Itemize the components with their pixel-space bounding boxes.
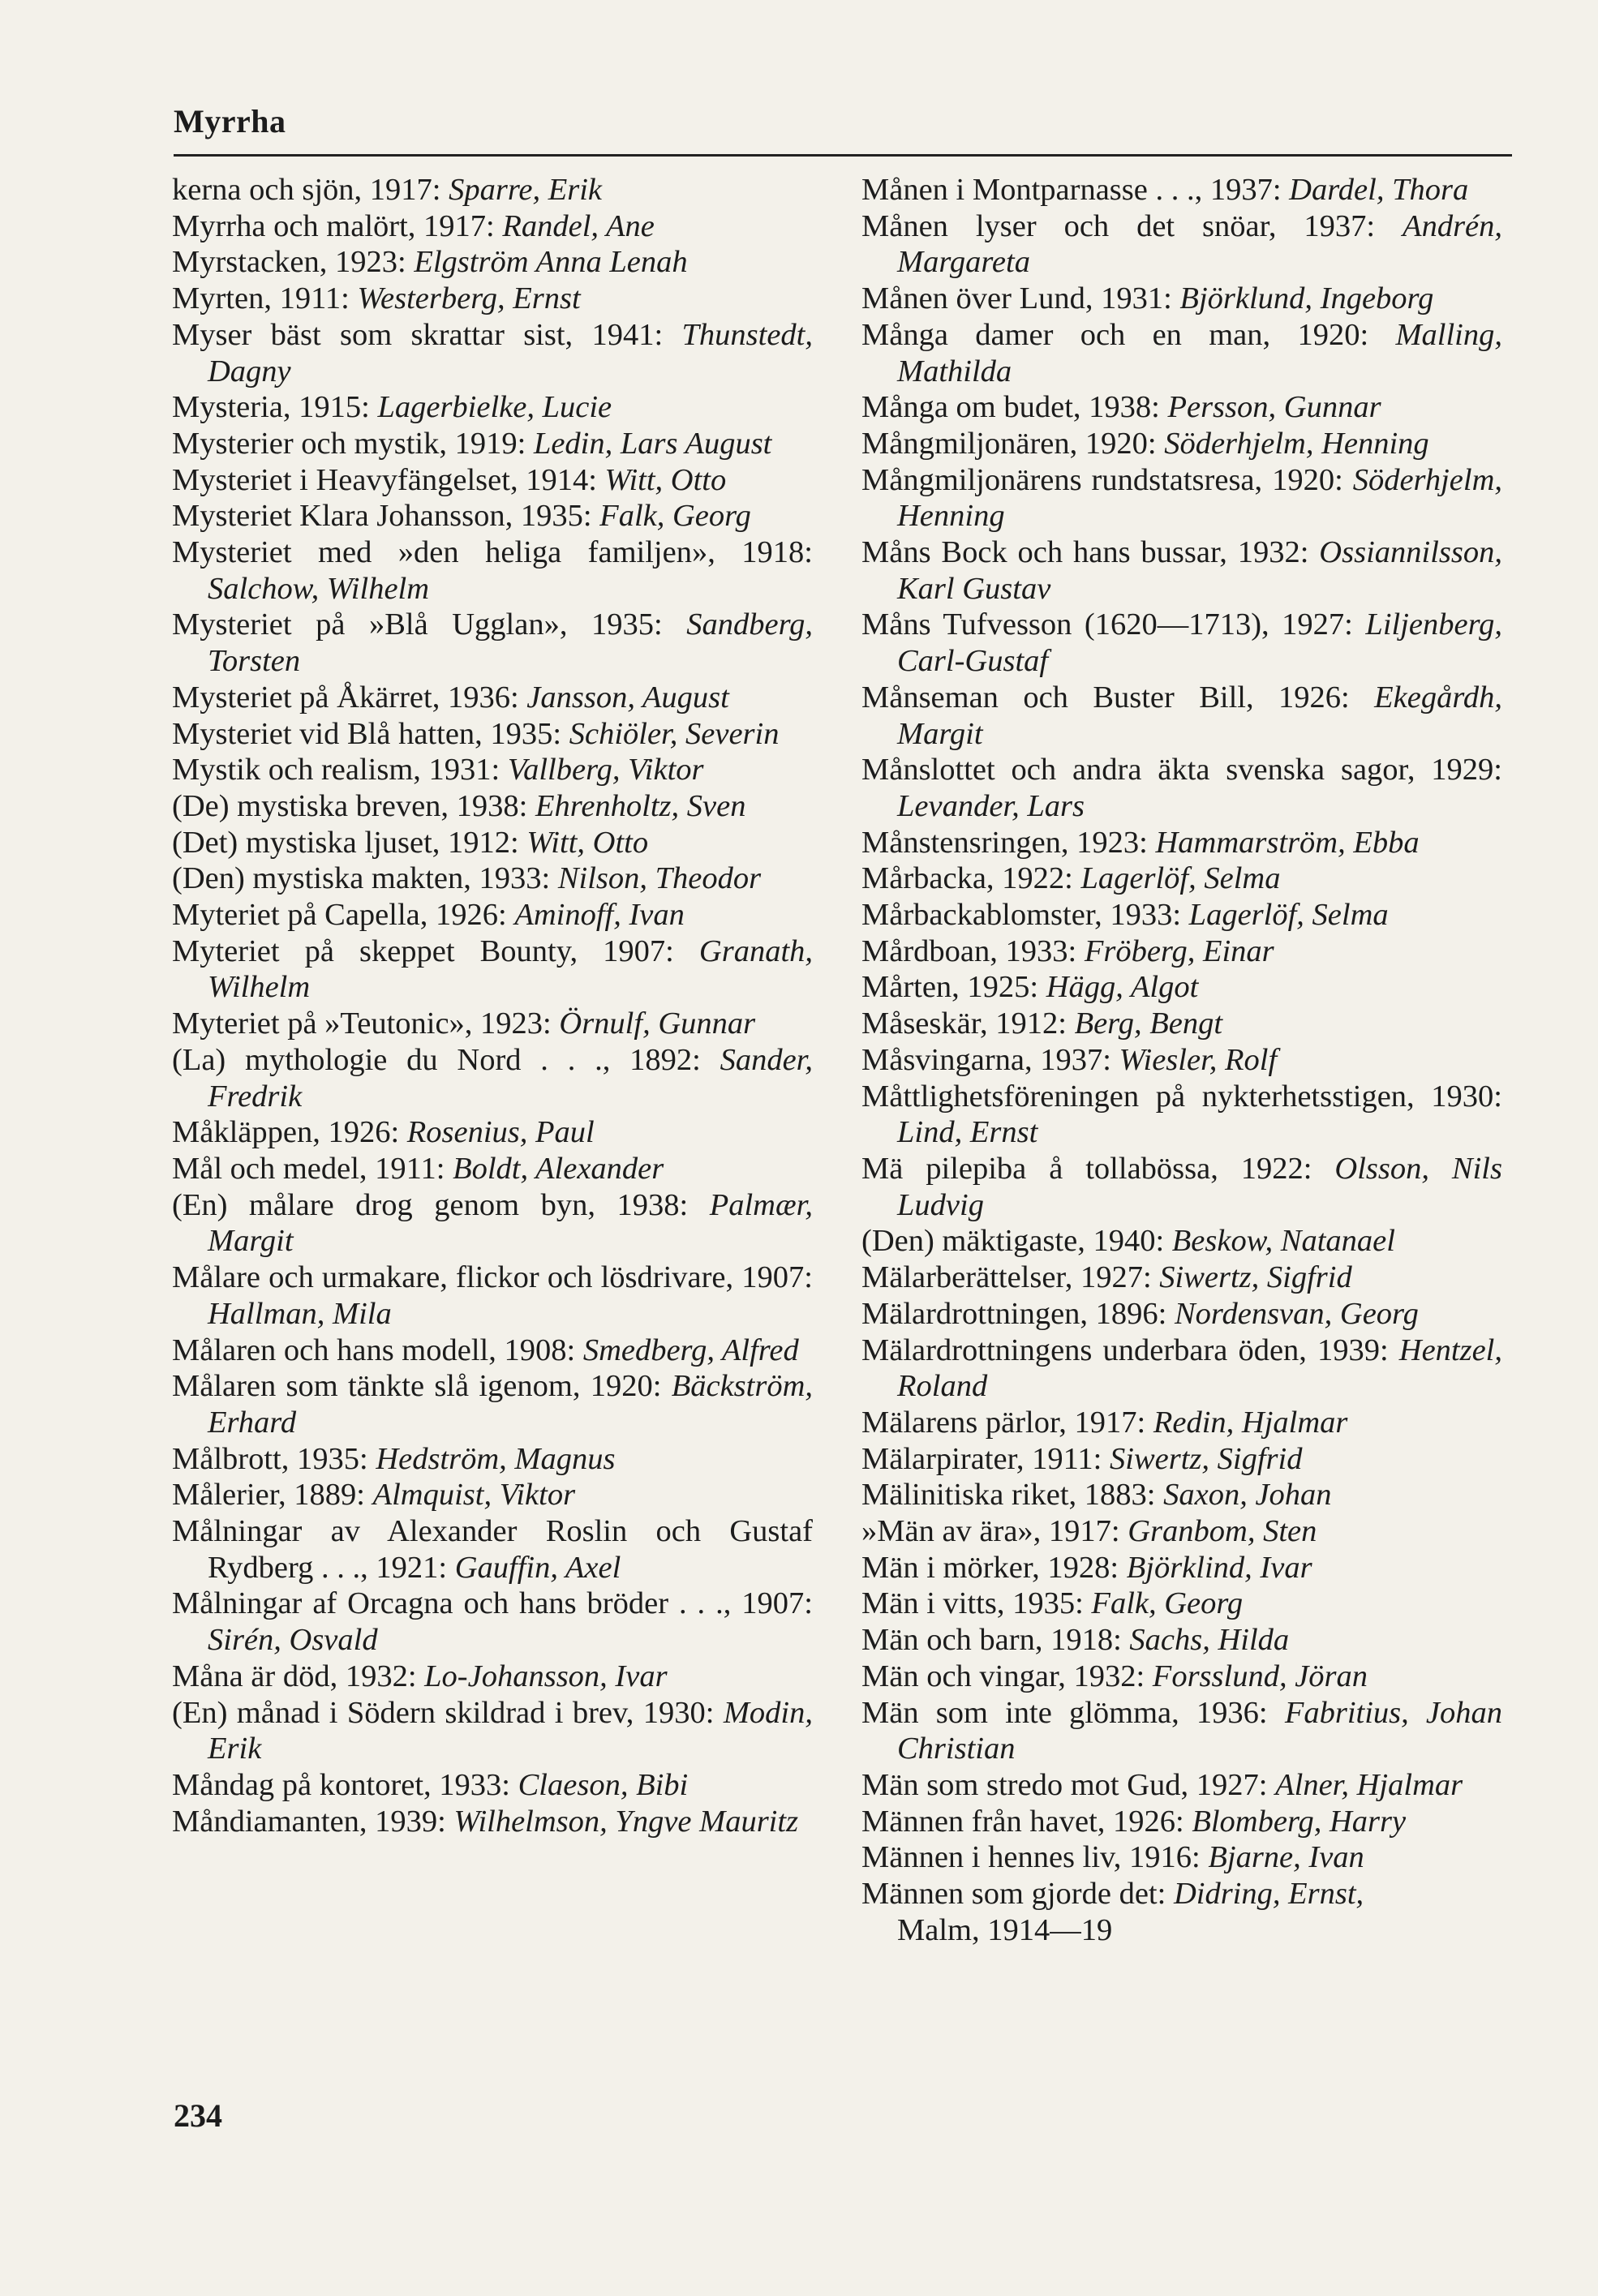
entry-title: kerna och sjön, 1917: [172,173,441,207]
entry-author: Falk, Georg [599,499,751,534]
entry-title: Mälarpirater, 1911: [861,1441,1102,1476]
entry-author: Lagerlöf, Selma [1080,861,1281,896]
entry-title: Måns Tufvesson (1620—1713), 1927: [861,607,1353,642]
index-entry [861,1079,1502,1151]
index-entry [861,389,1502,426]
index-entry [172,389,813,426]
index-entry [861,172,1502,208]
entry-author: Levander, Lars [897,788,1085,823]
index-entry [861,1550,1502,1586]
entry-title: Mångmiljonärens rundstatsresa, 1920: [861,462,1343,497]
entry-author: Wiesler, Rolf [1119,1042,1278,1077]
entry-author: Modin, Erik [208,1695,814,1766]
index-entry [861,1695,1502,1767]
entry-title: Mälarens pärlor, 1917: [861,1405,1146,1440]
index-entry [861,1441,1502,1478]
entry-author: Siwertz, Sigfrid [1110,1441,1303,1476]
index-entry [861,1296,1502,1333]
entry-title: Måndiamanten, 1939: [172,1804,446,1839]
entry-author: Aminoff, Ivan [514,898,685,933]
entry-author: Hentzel, Roland [897,1333,1502,1404]
entry-author: Boldt, Alexander [453,1151,664,1186]
index-entry [861,1151,1502,1223]
entry-author: Dardel, Thora [1289,173,1469,207]
entry-author: Malling, Mathilda [897,317,1503,388]
entry-author: Schiöler, Severin [569,716,780,751]
index-entry [172,716,813,753]
entry-title: Måttlighetsföreningen på nykterhetsstigen, 1930: [861,1079,1502,1114]
index-entry [172,1333,813,1369]
entry-author: Rosenius, Paul [406,1115,595,1150]
entry-title: Målaren och hans modell, 1908: [172,1333,576,1367]
entry-title: Många om budet, 1938: [861,390,1160,425]
entry-title: Män i vitts, 1935: [861,1586,1084,1621]
entry-author: Falk, Georg [1091,1586,1244,1621]
entry-author: Bäckström, Erhard [208,1369,814,1440]
index-entry [172,462,813,499]
entry-title: Måna är död, 1932: [172,1659,417,1693]
entry-title: Mysteriet Klara Johansson, 1935: [172,499,592,534]
entry-title: Månstensringen, 1923: [861,825,1148,860]
entry-author: Didring, Ernst, [1173,1877,1364,1912]
entry-author: Sparre, Erik [449,173,603,207]
index-entry [172,498,813,534]
index-entry [172,208,813,245]
index-entry [172,1114,813,1151]
entry-author: Salchow, Wilhelm [208,571,430,606]
entry-author: Almquist, Viktor [372,1478,576,1513]
entry-title: Månseman och Buster Bill, 1926: [861,680,1350,715]
entry-author: Thunstedt, Dagny [208,317,813,388]
index-entry [172,1187,813,1260]
index-entry [861,752,1502,824]
index-entry [172,1006,813,1042]
right-column [861,172,1502,1948]
index-entry [172,680,813,716]
entry-title: Mårbackablomster, 1933: [861,898,1182,933]
entry-author: Claeson, Bibi [518,1767,689,1802]
index-entry [172,172,813,208]
entry-title: Män och barn, 1918: [861,1623,1122,1658]
index-entry [861,534,1502,607]
entry-title: Mysteriet i Heavyfängelset, 1914: [172,462,597,497]
entry-author: Sander, Fredrik [208,1042,813,1114]
entry-title: Männen från havet, 1926: [861,1804,1184,1839]
entry-author: Redin, Hjalmar [1153,1405,1348,1440]
entry-author: Hedström, Magnus [376,1441,616,1476]
entry-title: Mål och medel, 1911: [172,1151,445,1186]
index-entry [172,281,813,317]
entry-title: Myteriet på skeppet Bounty, 1907: [172,933,674,968]
index-entry [172,1260,813,1332]
entry-title: Mårten, 1925: [861,970,1039,1005]
entry-author: Andrén, Margareta [897,208,1503,280]
entry-author: Vallberg, Viktor [507,753,704,788]
index-entry [861,281,1502,317]
entry-title: Mälarberättelser, 1927: [861,1260,1152,1295]
entry-author: Wilhelmson, Yngve Mauritz [453,1804,799,1839]
entry-title: (Den) mäktigaste, 1940: [861,1224,1165,1259]
index-entry [861,1767,1502,1804]
entry-title: Mysteriet vid Blå hatten, 1935: [172,716,562,751]
entry-extra: Malm, 1914—19 [897,1912,1113,1947]
entry-title: Mårdboan, 1933: [861,933,1077,968]
running-head: Myrrha [174,103,286,139]
index-entry [172,933,813,1006]
entry-author: Ossiannilsson, Karl Gustav [897,535,1502,606]
entry-title: (En) månad i Södern skildrad i brev, 1930: [172,1695,715,1730]
entry-title: Myteriet på Capella, 1926: [172,898,507,933]
entry-title: Målningar av Alexander Roslin och Gustaf Rydberg . . ., 1921: [172,1514,813,1585]
entry-author: Persson, Gunnar [1167,390,1381,425]
entry-title: Männen som gjorde det: [861,1877,1166,1912]
index-entry [861,1477,1502,1513]
entry-author: Bjarne, Ivan [1208,1840,1364,1875]
index-entry [861,969,1502,1006]
entry-author: Hammarström, Ebba [1155,825,1420,860]
entry-title: Målningar af Orcagna och hans bröder . . ., 1907: [172,1586,813,1621]
entry-author: Söderhjelm, Henning [897,462,1503,534]
index-entry [861,1839,1502,1876]
entry-title: (En) målare drog genom byn, 1938: [172,1187,689,1222]
index-entry [861,860,1502,897]
entry-author: Palmær, Margit [208,1187,813,1259]
index-entry [861,897,1502,933]
index-entry [861,1260,1502,1296]
index-entry [172,1659,813,1695]
entry-author: Söderhjelm, Henning [1164,426,1429,461]
index-entry [861,1223,1502,1260]
entry-title: Månslottet och andra äkta svenska sagor, 1929: [861,753,1502,788]
index-entry [172,1586,813,1658]
index-entry [172,1368,813,1440]
entry-author: Gauffin, Axel [454,1550,621,1585]
index-entry [861,1006,1502,1042]
entry-author: Lagerbielke, Lucie [377,390,612,425]
entry-title: Mysteriet med »den heliga familjen», 1918: [172,535,813,570]
index-entry [861,1586,1502,1622]
index-entry [861,1042,1502,1079]
entry-author: Fabritius, Johan Christian [897,1695,1503,1766]
index-entry [172,1042,813,1114]
entry-title: Mysteriet på »Blå Ugglan», 1935: [172,607,663,642]
index-entry [861,607,1502,679]
index-entry [172,1767,813,1804]
index-entry [861,462,1502,534]
index-entry [172,1695,813,1767]
entry-author: Hallman, Mila [208,1296,392,1331]
index-entry [861,1333,1502,1405]
entry-author: Sachs, Hilda [1129,1623,1290,1658]
entry-author: Sandberg, Torsten [208,607,814,679]
left-column [172,172,813,1839]
entry-title: Månen i Montparnasse . . ., 1937: [861,173,1282,207]
index-entry [861,208,1502,281]
entry-title: Målbrott, 1935: [172,1441,368,1476]
entry-title: Månen lyser och det snöar, 1937: [861,208,1376,243]
entry-title: (Det) mystiska ljuset, 1912: [172,825,519,860]
entry-author: Fröberg, Einar [1084,933,1274,968]
entry-title: Myteriet på »Teutonic», 1923: [172,1006,552,1041]
entry-author: Blomberg, Harry [1192,1804,1407,1839]
entry-title: Mysteriet på Åkärret, 1936: [172,680,519,715]
index-entry [861,1659,1502,1695]
entry-title: (La) mythologie du Nord . . ., 1892: [172,1042,701,1077]
entry-author: Björklund, Ingeborg [1179,281,1434,316]
entry-author: Hägg, Algot [1046,970,1199,1005]
entry-author: Liljenberg, Carl-Gustaf [897,607,1503,679]
index-entry [172,825,813,861]
entry-author: Siwertz, Sigfrid [1159,1260,1352,1295]
index-entry [861,680,1502,752]
entry-title: Män som stredo mot Gud, 1927: [861,1767,1268,1802]
entry-title: (Den) mystiska makten, 1933: [172,861,551,896]
entry-title: Målerier, 1889: [172,1478,365,1513]
index-entry [861,1513,1502,1550]
entry-title: Mångmiljonären, 1920: [861,426,1157,461]
index-entry [172,897,813,933]
index-entry [861,1876,1502,1948]
entry-author: Forsslund, Jöran [1152,1659,1368,1693]
entry-author: Granath, Wilhelm [208,933,814,1005]
entry-author: Elgström Anna Lenah [414,245,688,280]
entry-title: Män och vingar, 1932: [861,1659,1145,1693]
entry-title: Mälinitiska riket, 1883: [861,1478,1156,1513]
entry-author: Westerberg, Ernst [357,281,581,316]
entry-author: Nilson, Theodor [557,861,762,896]
entry-title: Myrten, 1911: [172,281,350,316]
entry-title: Måns Bock och hans bussar, 1932: [861,535,1309,570]
index-entry [172,752,813,788]
index-entry [172,1151,813,1187]
entry-title: Många damer och en man, 1920: [861,317,1369,352]
entry-author: Nordensvan, Georg [1175,1296,1419,1331]
entry-author: Örnulf, Gunnar [559,1006,756,1041]
entry-title: Mysteria, 1915: [172,390,370,425]
index-entry [861,426,1502,462]
index-entry [861,1405,1502,1441]
entry-title: Myrstacken, 1923: [172,245,406,280]
index-entry [861,1804,1502,1840]
entry-title: Myser bäst som skrattar sist, 1941: [172,317,664,352]
entry-title: Mä pilepiba å tollabössa, 1922: [861,1151,1312,1186]
entry-title: Män som inte glömma, 1936: [861,1695,1268,1730]
entry-title: Målaren som tänkte slå igenom, 1920: [172,1369,662,1404]
entry-author: Jansson, August [526,680,729,715]
index-entry [172,534,813,607]
entry-title: »Män av ära», 1917: [861,1514,1120,1549]
entry-author: Alner, Hjalmar [1275,1767,1463,1802]
entry-title: Myrrha och malört, 1917: [172,208,495,243]
entry-author: Ekegårdh, Margit [897,680,1503,751]
index-entry [172,1804,813,1840]
entry-title: Mälardrottningens underbara öden, 1939: [861,1333,1389,1367]
entry-author: Björklind, Ivar [1126,1550,1312,1585]
index-entry [172,860,813,897]
entry-title: Måseskär, 1912: [861,1006,1067,1041]
entry-title: Målare och urmakare, flickor och lösdrivare, 1907: [172,1260,813,1295]
entry-author: Beskow, Natanael [1171,1224,1395,1259]
entry-author: Witt, Otto [604,462,727,497]
entry-author: Ledin, Lars August [533,426,772,461]
index-entry [861,317,1502,389]
entry-author: Witt, Otto [526,825,649,860]
entry-author: Olsson, Nils Ludvig [897,1151,1502,1222]
entry-title: Männen i hennes liv, 1916: [861,1840,1201,1875]
entry-title: Månen över Lund, 1931: [861,281,1172,316]
index-entry [172,1441,813,1478]
index-entry [861,1622,1502,1659]
index-entry [172,1477,813,1513]
entry-author: Saxon, Johan [1163,1478,1332,1513]
index-entry [172,607,813,679]
entry-title: (De) mystiska breven, 1938: [172,788,528,823]
entry-author: Ehrenholtz, Sven [535,788,746,823]
entry-title: Mystik och realism, 1931: [172,753,500,788]
index-entry [172,244,813,281]
index-entry [861,933,1502,970]
index-entry [172,1513,813,1586]
entry-author: Granbom, Sten [1128,1514,1317,1549]
index-entry [172,788,813,825]
entry-title: Mårbacka, 1922: [861,861,1073,896]
entry-title: Mysterier och mystik, 1919: [172,426,526,461]
entry-author: Lind, Ernst [897,1115,1038,1150]
entry-author: Lo-Johansson, Ivar [424,1659,668,1693]
entry-title: Måndag på kontoret, 1933: [172,1767,510,1802]
entry-title: Män i mörker, 1928: [861,1550,1119,1585]
index-entry [861,825,1502,861]
header-rule [174,154,1512,157]
index-entry [172,426,813,462]
page-number: 234 [174,2097,222,2134]
entry-author: Randel, Ane [502,208,655,243]
entry-title: Måsvingarna, 1937: [861,1042,1111,1077]
entry-title: Måkläppen, 1926: [172,1115,400,1150]
entry-author: Smedberg, Alfred [582,1333,799,1367]
entry-author: Sirén, Osvald [208,1623,378,1658]
index-entry [172,317,813,389]
entry-title: Mälardrottningen, 1896: [861,1296,1167,1331]
entry-author: Lagerlöf, Selma [1188,898,1389,933]
entry-author: Berg, Bengt [1074,1006,1223,1041]
